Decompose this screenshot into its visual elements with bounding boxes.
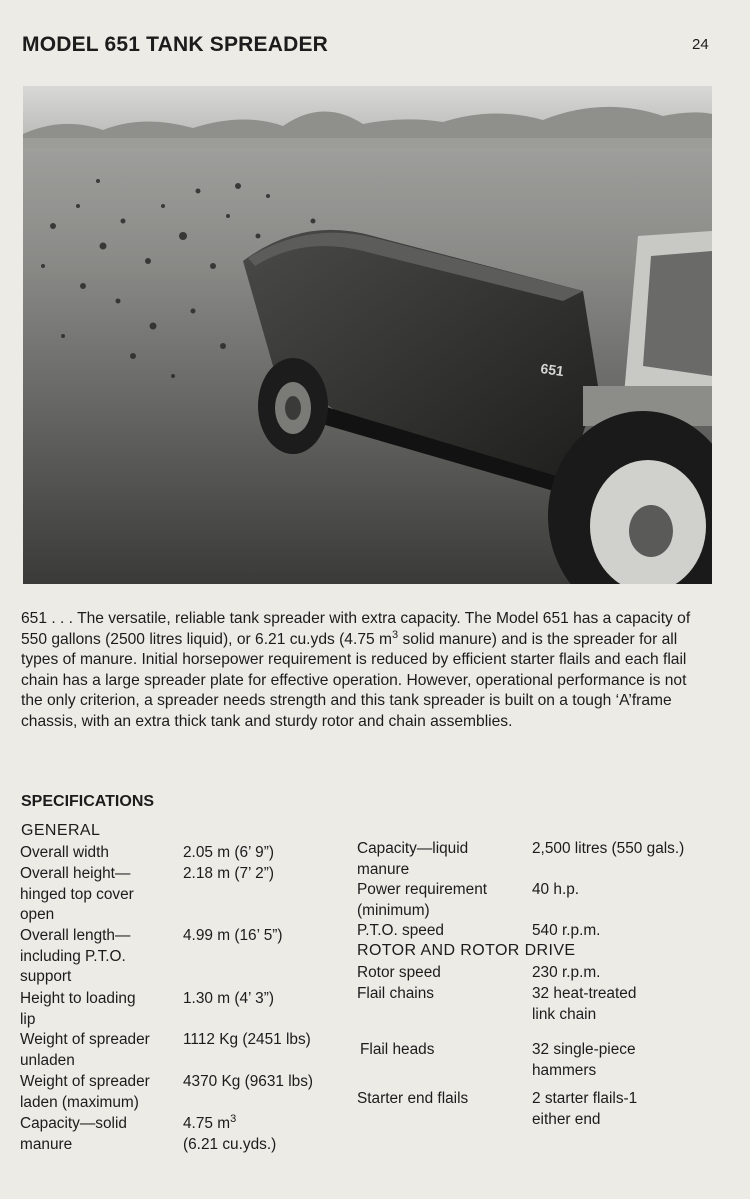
spec-label-overall-length: Overall length— including P.T.O. support (20, 927, 131, 985)
spec-value-weight-unladen: 1112 Kg (2451 lbs) (183, 1031, 311, 1048)
spec-value-overall-length: 4.99 m (16’ 5”) (183, 927, 283, 944)
spec-label-overall-height: Overall height— hinged top cover open (20, 865, 134, 923)
spec-value-flail-chains: 32 heat-treated link chain (532, 985, 637, 1023)
spec-value-power-requirement: 40 h.p. (532, 881, 580, 898)
spec-label-capacity-solid: Capacity—solid manure (20, 1115, 127, 1153)
spec-value-starter-end-flails: 2 starter flails-1 either end (532, 1090, 638, 1128)
spec-label-weight-unladen: Weight of spreader unladen (20, 1031, 150, 1069)
spec-value-pto-speed: 540 r.p.m. (532, 922, 601, 939)
specifications-heading: SPECIFICATIONS (21, 793, 155, 810)
spec-label-loading-height: Height to loading lip (20, 990, 136, 1028)
spec-label-weight-laden: Weight of spreader laden (maximum) (20, 1073, 150, 1111)
spec-label-pto-speed: P.T.O. speed (357, 922, 444, 939)
spec-label-capacity-liquid: Capacity—liquid manure (357, 840, 469, 878)
spec-label-flail-chains: Flail chains (357, 985, 434, 1002)
spec-value-rotor-speed: 230 r.p.m. (532, 964, 601, 981)
spec-label-rotor-speed: Rotor speed (357, 964, 441, 981)
spec-label-flail-heads: Flail heads (360, 1041, 435, 1058)
spec-label-overall-width: Overall width (20, 844, 109, 861)
spec-value-overall-width: 2.05 m (6’ 9”) (183, 844, 274, 861)
spec-value-loading-height: 1.30 m (4’ 3”) (183, 990, 274, 1007)
spec-label-starter-end-flails: Starter end flails (357, 1090, 469, 1107)
spec-value-flail-heads: 32 single-piece hammers (532, 1041, 636, 1079)
spec-value-weight-laden: 4370 Kg (9631 lbs) (183, 1073, 314, 1090)
spec-value-capacity-liquid: 2,500 litres (550 gals.) (532, 840, 685, 857)
machine-marking: 651 (539, 360, 565, 380)
description-paragraph: 651 . . . The versatile, reliable tank spreader with extra capacity. The Model 651 has a capacity of 550 gallons (2500 litres liquid), or 6.21 cu.yds (4.75 $m^3$ solid manure) and is the spreader for all types of manure. Initial horsepower requirement is reduced by efficient starter flails and each flail chain has a large spreader plate for effective operation. However, operational performance is not the only criterion, a spreader needs strength and this tank spreader is built on a tough ‘A’frame chassis, with an extra thick tank and sturdy rotor and chain assemblies. (21, 610, 691, 730)
spreader-photo (23, 86, 712, 584)
rotor-section-title: ROTOR AND ROTOR DRIVE (357, 942, 576, 959)
page-number: 24 (692, 36, 709, 53)
page-title: MODEL 651 TANK SPREADER (22, 33, 329, 56)
spec-value-capacity-solid: 4.75 $m^3$ (6.21 cu.yds.) (183, 1113, 277, 1153)
general-section-title: GENERAL (21, 822, 101, 839)
trailer-wheel (258, 358, 328, 454)
spec-value-overall-height: 2.18 m (7’ 2”) (183, 865, 274, 882)
spec-label-power-requirement: Power requirement (minimum) (357, 881, 488, 919)
